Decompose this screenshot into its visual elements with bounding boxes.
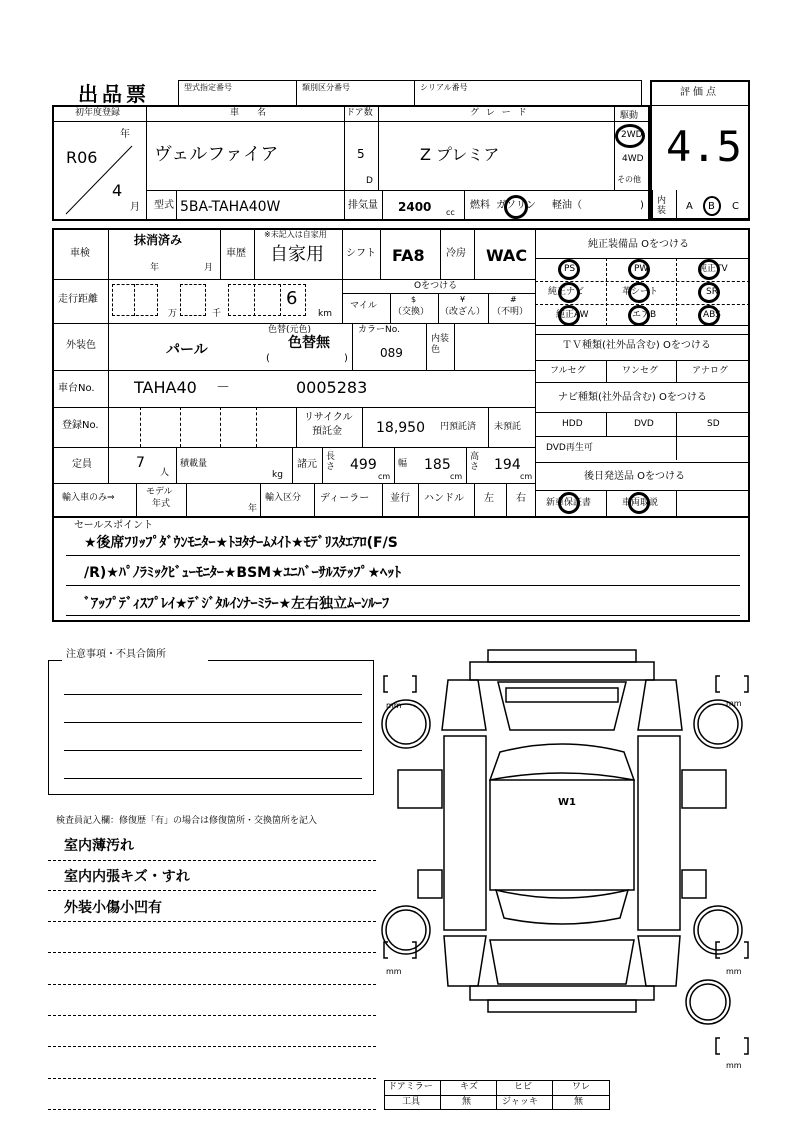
inspector-line-2: 室内内張キズ・すれ	[64, 869, 190, 885]
header-number-box	[178, 80, 642, 107]
model-year-label-1: モデル	[146, 487, 173, 497]
import-label: 輸入車のみ⇒	[62, 493, 115, 503]
model-year-unit: 年	[248, 504, 258, 514]
equip-leather: 革シート	[622, 287, 659, 297]
interior-a: A	[686, 201, 693, 212]
navi-title: ナビ種類(社外品含む) Oをつける	[558, 392, 707, 403]
history-note: ※未記入は自家用	[264, 230, 327, 239]
inspector-line-1: 室内薄汚れ	[64, 838, 134, 854]
mm-label-rl: mm	[386, 967, 402, 976]
later-title: 後日発送品 Oをつける	[584, 471, 686, 482]
score-value: 4.5	[666, 122, 742, 171]
grade-label: グ レ ー ド	[470, 108, 529, 118]
sales-line-2: /R)★ﾊﾟﾉﾗﾐｯｸﾋﾞｭｰﾓﾆﾀｰ★BSM★ﾕﾆﾊﾞｰｻﾙｽﾃｯﾌﾟ★ﾍｯﾄ	[84, 565, 402, 581]
model-value: 5BA-TAHA40W	[180, 199, 281, 215]
notes-label: 注意事項・不具合箇所	[66, 649, 166, 660]
first-reg-slash	[60, 140, 140, 220]
mileage-exchange: （交換）	[393, 307, 430, 317]
fuel-gasoline: ガソリン	[496, 200, 536, 211]
tv-oneseg: ワンセグ	[622, 366, 659, 376]
repaint-value: 色替無	[288, 335, 330, 351]
later-manual-circle	[628, 492, 650, 514]
drive-2wd: 2WD	[621, 130, 643, 140]
repaint-label: 色替(元色)	[268, 325, 312, 335]
doors-label: ドア数	[346, 108, 373, 118]
navi-dvd-play: DVD再生可	[546, 443, 593, 453]
mileage-mile: マイル	[350, 301, 377, 311]
equip-abs: ABS	[703, 310, 721, 320]
diagram-mark-w1: W1	[558, 797, 576, 808]
equip-sr-circle	[698, 282, 720, 303]
width-label: 幅	[398, 459, 408, 469]
color-no-label: カラーNo.	[358, 325, 400, 335]
equip-sr: SR	[706, 287, 718, 297]
mileage-altered-sym: ¥	[460, 295, 466, 304]
equip-abs-circle	[698, 305, 720, 326]
displacement-label: 排気量	[348, 200, 378, 211]
handle-left: 左	[484, 493, 494, 504]
recycle-unpaid: 未預託	[494, 422, 522, 432]
height-label: 高さ	[470, 452, 480, 472]
first-reg-label: 初年度登録	[75, 108, 121, 118]
import-division-label: 輸入区分	[265, 493, 302, 503]
chassis-prefix: TAHA40	[134, 378, 197, 397]
width-value: 185	[424, 457, 451, 473]
capacity-label: 定員	[72, 459, 92, 470]
drive-4wd: 4WD	[622, 154, 644, 164]
recycle-value: 18,950	[376, 420, 425, 436]
first-reg-year-unit: 年	[120, 129, 130, 140]
tv-fullseg: フルセグ	[550, 366, 586, 376]
capacity-value: 7	[136, 455, 145, 471]
equip-ps: PS	[564, 264, 576, 274]
recycle-label-2: 預託金	[312, 426, 342, 437]
sales-line-1: ★後席ﾌﾘｯﾌﾟﾀﾞｳﾝﾓﾆﾀｰ★ﾄﾖﾀﾁｰﾑﾒｲﾄ★ﾓﾃﾞﾘｽﾀｴｱﾛ(F/S	[84, 535, 398, 551]
ac-value: WAC	[486, 246, 528, 265]
equip-pw-circle	[628, 259, 650, 280]
drive-2wd-circle	[615, 124, 645, 148]
later-warranty: 新車保証書	[546, 498, 592, 508]
first-reg-era: R06	[66, 148, 98, 167]
doors-unit: D	[366, 176, 373, 186]
recycle-label-1: リサイクル	[304, 412, 353, 423]
inspector-line-3: 外装小傷小凹有	[64, 900, 162, 916]
shaken-value: 抹消済み	[134, 233, 183, 247]
model-year-label-2: 年式	[152, 499, 171, 509]
legend-jack-value: 無	[574, 1097, 584, 1107]
mileage-circle-note: Oをつける	[414, 281, 458, 291]
mileage-man: 万	[168, 309, 178, 319]
mileage-altered: （改ざん）	[440, 307, 486, 317]
interior-b: B	[708, 201, 715, 212]
history-value: 自家用	[270, 244, 324, 265]
drive-other: その他	[617, 175, 641, 184]
doors-value: 5	[357, 147, 365, 161]
type-cert-label: 型式指定番号	[184, 83, 232, 92]
class-label: 類別区分番号	[302, 83, 350, 92]
chassis-label: 車台No.	[58, 383, 95, 394]
tv-title: ＴＶ種類(社外品含む) Oをつける	[562, 340, 711, 351]
mileage-unit: km	[318, 309, 332, 319]
mm-label-spare: mm	[726, 1061, 742, 1070]
mm-label-rr: mm	[726, 967, 742, 976]
fuel-gasoline-circle	[504, 195, 528, 219]
interior-label: 内装	[657, 196, 667, 216]
interior-color-label: 内装色	[431, 334, 450, 355]
score-label: 評価点	[680, 87, 719, 98]
equip-ps-circle	[558, 259, 580, 280]
later-manual: 車両取説	[622, 498, 659, 508]
legend-scratch: キズ	[460, 1082, 478, 1092]
chassis-number: 0005283	[296, 378, 368, 397]
length-label: 長さ	[326, 452, 336, 472]
width-unit: cm	[450, 472, 463, 481]
equip-tv: 純正TV	[698, 264, 728, 274]
first-reg-month-unit: 月	[130, 202, 140, 213]
legend-jack: ジャッキ	[502, 1097, 538, 1107]
navi-sd: SD	[707, 419, 720, 429]
chassis-dash: －	[216, 380, 230, 396]
handle-right: 右	[516, 493, 526, 504]
equip-airbag: エアB	[632, 310, 657, 320]
serial-label: シリアル番号	[420, 83, 468, 92]
color-no-value: 089	[380, 346, 403, 360]
inspector-label: 検査員記入欄：修復歴「有」の場合は修復箇所・交換箇所を記入	[56, 816, 318, 826]
legend-crack: ヒビ	[514, 1082, 533, 1092]
notes-box	[48, 660, 374, 794]
model-label: 型式	[154, 200, 174, 211]
legend-break: ワレ	[572, 1082, 591, 1092]
legend-tools: 工具	[402, 1097, 421, 1107]
equip-aw-circle	[558, 305, 580, 326]
navi-hdd: HDD	[562, 419, 583, 429]
exterior-label: 外装色	[66, 340, 96, 351]
later-warranty-circle	[558, 492, 580, 514]
mileage-unknown: （不明）	[492, 307, 529, 317]
mileage-value: 6	[286, 288, 298, 309]
shaken-label: 車検	[70, 248, 90, 259]
interior-c: C	[732, 201, 739, 212]
equip-aw: 純正AW	[556, 310, 589, 320]
equip-airbag-circle	[628, 305, 650, 326]
exterior-color: パール	[166, 342, 208, 358]
dims-label: 諸元	[297, 459, 317, 470]
mileage-sen: 千	[212, 309, 222, 319]
drive-label: 駆動	[620, 111, 639, 121]
import-dealer: ディーラー	[320, 493, 370, 504]
mileage-unknown-sym: #	[510, 295, 517, 304]
car-name: ヴェルファイア	[154, 144, 279, 165]
height-value: 194	[494, 457, 521, 473]
sheet-title: 出品票	[78, 82, 150, 106]
shaken-month-unit: 月	[204, 263, 214, 273]
ac-label: 冷房	[446, 248, 466, 259]
length-value: 499	[350, 457, 377, 473]
navi-dvd: DVD	[634, 419, 654, 429]
repaint-paren-close: )	[344, 353, 348, 364]
mileage-exchange-sym: $	[411, 295, 417, 304]
equip-navi-circle	[558, 282, 580, 303]
car-diagram	[378, 640, 758, 1080]
repaint-paren-open: (	[266, 353, 270, 364]
legend-mirror: ドアミラー	[388, 1082, 433, 1092]
car-name-label: 車 名	[230, 108, 267, 118]
load-unit: kg	[272, 470, 283, 480]
mm-label-fl: mm	[386, 701, 402, 710]
shift-label: シフト	[346, 248, 376, 259]
reg-no-label: 登録No.	[62, 420, 99, 431]
sales-point-label: セールスポイント	[74, 520, 154, 531]
equip-leather-circle	[628, 282, 650, 303]
fuel-label: 燃料	[470, 200, 490, 211]
equip-tv-circle	[698, 259, 720, 280]
handle-label: ハンドル	[424, 493, 464, 504]
shift-value: FA8	[392, 246, 425, 265]
mm-label-fr: mm	[726, 699, 742, 708]
mileage-label: 走行距離	[58, 294, 98, 305]
equip-navi: 純正ナビ	[548, 287, 585, 297]
legend-tools-value: 無	[462, 1097, 472, 1107]
length-unit: cm	[378, 472, 391, 481]
equip-pw: PW	[634, 264, 649, 274]
displacement-unit: cc	[446, 208, 455, 217]
history-label: 車歴	[226, 248, 246, 259]
shaken-year-unit: 年	[150, 263, 160, 273]
fuel-light-oil: 軽油（	[552, 200, 582, 211]
capacity-unit: 人	[160, 468, 170, 478]
grade-value: Z プレミア	[420, 145, 500, 164]
import-parallel: 並行	[390, 493, 410, 504]
fuel-close: )	[640, 200, 644, 211]
recycle-unit: 円預託済	[440, 422, 477, 432]
tv-analog: アナログ	[692, 366, 729, 376]
load-label: 積載量	[180, 459, 208, 469]
height-unit: cm	[520, 472, 533, 481]
equipment-title: 純正装備品 Oをつける	[588, 239, 690, 250]
displacement-value: 2400	[398, 200, 432, 214]
first-reg-month: 4	[112, 181, 123, 200]
sales-line-3: ﾞｱｯﾌﾟﾃﾞｨｽﾌﾟﾚｲ★ﾃﾞｼﾞﾀﾙｲﾝﾅｰﾐﾗｰ★左右独立ﾑｰﾝﾙｰﾌ	[84, 596, 390, 612]
